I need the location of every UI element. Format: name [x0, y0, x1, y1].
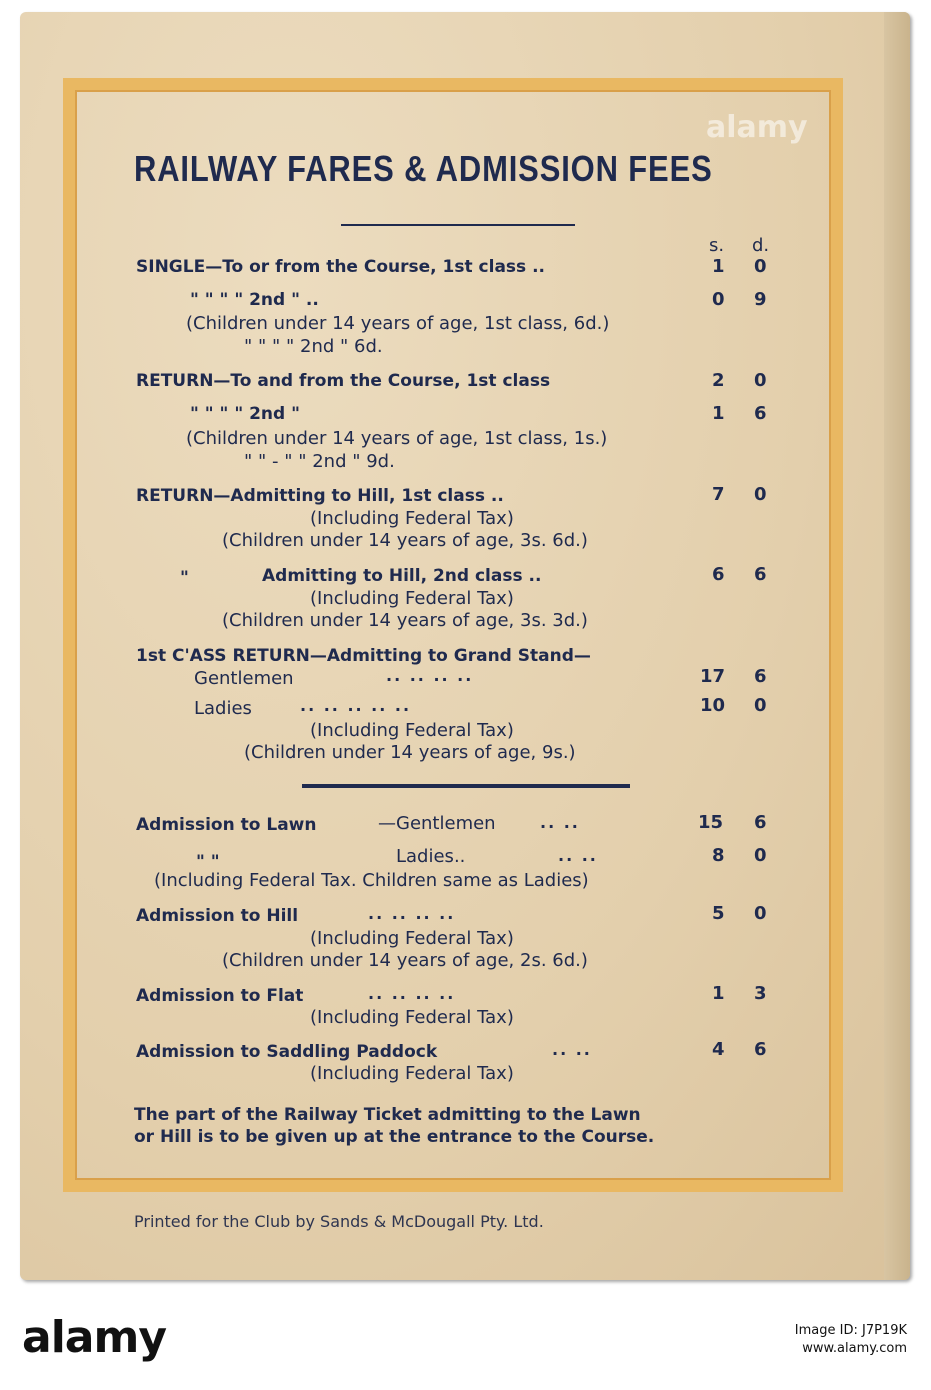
return-hill-2nd-d: 6 [754, 564, 767, 585]
title-divider [341, 224, 575, 226]
return-hill-1st-children: (Children under 14 years of age, 3s. 6d.) [222, 530, 588, 551]
hill-s: 5 [712, 903, 725, 924]
paddock-d: 6 [754, 1039, 767, 1060]
return-hill-2nd-s: 6 [712, 564, 725, 585]
return-children-2nd: " " - " " 2nd " 9d. [244, 451, 395, 472]
grand-stand-label: 1st C'ASS RETURN—Admitting to Grand Stand— [136, 646, 591, 666]
single-d: 0 [754, 256, 767, 277]
site-url[interactable]: www.alamy.com [802, 1341, 907, 1356]
column-s-header: s. [709, 235, 725, 256]
flat-label: Admission to Flat [136, 986, 304, 1006]
hill-tax: (Including Federal Tax) [310, 928, 514, 949]
return-hill-2nd-tax: (Including Federal Tax) [310, 588, 514, 609]
single-2nd-ditto: " " " " 2nd " .. [190, 290, 319, 310]
lawn-ladies: Ladies.. [396, 846, 466, 867]
grand-stand-gentlemen-s: 17 [700, 666, 726, 687]
alamy-logo[interactable]: alamy [22, 1312, 166, 1363]
lawn-ladies-s: 8 [712, 845, 725, 866]
return-hill-1st-s: 7 [712, 484, 725, 505]
lawn-dots: .. .. [540, 813, 580, 832]
lawn-gentlemen: —Gentlemen [378, 813, 496, 834]
ticket-note-line1: The part of the Railway Ticket admitting to the Lawn [134, 1105, 641, 1125]
flat-d: 3 [754, 983, 767, 1004]
grand-stand-gentlemen: Gentlemen [194, 668, 294, 689]
return-2nd-ditto: " " " " 2nd " [190, 404, 300, 424]
lawn-gentlemen-s: 15 [698, 812, 724, 833]
flat-s: 1 [712, 983, 725, 1004]
paddock-tax: (Including Federal Tax) [310, 1063, 514, 1084]
grand-stand-ladies-s: 10 [700, 695, 726, 716]
lawn-gentlemen-d: 6 [754, 812, 767, 833]
column-d-header: d. [752, 235, 770, 256]
return-label: RETURN—To and from the Course, 1st class [136, 371, 551, 391]
section-divider [302, 784, 630, 788]
paddock-s: 4 [712, 1039, 725, 1060]
return-hill-2nd-label: Admitting to Hill, 2nd class .. [262, 566, 542, 586]
lawn-ladies-dots: .. .. [558, 846, 598, 865]
single-2nd-d: 9 [754, 289, 767, 310]
flat-tax: (Including Federal Tax) [310, 1007, 514, 1028]
return-2nd-d: 6 [754, 403, 767, 424]
grand-stand-tax: (Including Federal Tax) [310, 720, 514, 741]
return-hill-2nd-ditto: " [180, 568, 189, 588]
printer-credit: Printed for the Club by Sands & McDougall Pty. Ltd. [134, 1212, 544, 1231]
watermark: alamy [706, 110, 808, 145]
single-s: 1 [712, 256, 725, 277]
grand-stand-children: (Children under 14 years of age, 9s.) [244, 742, 576, 763]
return-hill-1st-label: RETURN—Admitting to Hill, 1st class .. [136, 486, 504, 506]
grand-stand-ladies-dots: .. .. .. .. .. [300, 696, 412, 715]
grand-stand-gentlemen-d: 6 [754, 666, 767, 687]
return-d: 0 [754, 370, 767, 391]
paddock-label: Admission to Saddling Paddock [136, 1042, 438, 1062]
hill-label: Admission to Hill [136, 906, 299, 926]
single-children-1st: (Children under 14 years of age, 1st class, 6d.) [186, 313, 610, 334]
single-2nd-s: 0 [712, 289, 725, 310]
grand-stand-ladies: Ladies [194, 698, 252, 719]
ticket-note-line2: or Hill is to be given up at the entrance to the Course. [134, 1127, 655, 1147]
return-hill-1st-d: 0 [754, 484, 767, 505]
lawn-ladies-d: 0 [754, 845, 767, 866]
grand-stand-ladies-d: 0 [754, 695, 767, 716]
hill-d: 0 [754, 903, 767, 924]
hill-children: (Children under 14 years of age, 2s. 6d.) [222, 950, 588, 971]
card-spine [884, 12, 910, 1280]
lawn-note: (Including Federal Tax. Children same as Ladies) [154, 870, 589, 891]
lawn-ditto: " " [196, 852, 220, 872]
return-hill-2nd-children: (Children under 14 years of age, 3s. 3d.) [222, 610, 588, 631]
return-hill-1st-tax: (Including Federal Tax) [310, 508, 514, 529]
return-2nd-s: 1 [712, 403, 725, 424]
single-label: SINGLE—To or from the Course, 1st class .. [136, 257, 545, 277]
return-children-1st: (Children under 14 years of age, 1st class, 1s.) [186, 428, 608, 449]
stock-footer-info [795, 1322, 907, 1358]
return-s: 2 [712, 370, 725, 391]
grand-stand-gentlemen-dots: .. .. .. .. [386, 666, 474, 685]
image-id: Image ID: J7P19K [794, 1323, 907, 1338]
lawn-label: Admission to Lawn [136, 815, 317, 835]
page-title: RAILWAY FARES & ADMISSION FEES [134, 148, 713, 189]
hill-dots: .. .. .. .. [368, 904, 456, 923]
single-children-2nd: " " " " 2nd " 6d. [244, 336, 383, 357]
flat-dots: .. .. .. .. [368, 984, 456, 1003]
paddock-dots: .. .. [552, 1040, 592, 1059]
